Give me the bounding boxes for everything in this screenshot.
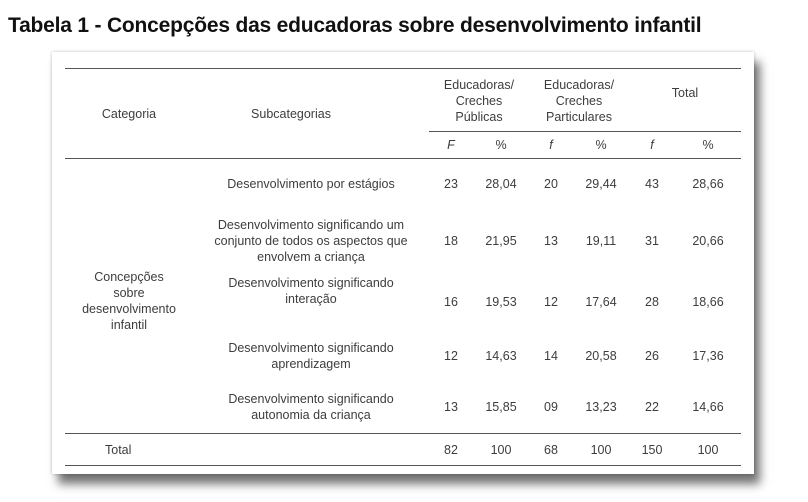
value-cell: 12 — [444, 349, 458, 363]
subcategory-line: Desenvolvimento significando um — [217, 218, 405, 232]
category-line: desenvolvimento — [82, 302, 176, 316]
value-cell: 22 — [629, 381, 675, 434]
total-value-cell: 150 — [629, 434, 675, 466]
subheader-percent: % — [675, 132, 741, 159]
value-cell: 20 — [544, 177, 558, 191]
value-cell: 12 — [544, 295, 558, 309]
value-cell: 19,53 — [485, 295, 517, 309]
table-container — [65, 68, 741, 466]
value-cell: 09 — [529, 381, 573, 434]
value-cell: 13 — [544, 234, 558, 248]
table-row — [65, 159, 741, 210]
subcategory-cell — [193, 273, 429, 331]
subcategory-line: conjunto de todos os aspectos que — [214, 234, 408, 248]
value-cell: 17,36 — [692, 349, 724, 363]
header-category: Categoria — [65, 69, 193, 159]
subheader-percent: % — [573, 132, 629, 159]
value-cell: 13 — [429, 381, 473, 434]
value-cell: 15,85 — [473, 381, 529, 434]
value-cell: 43 — [645, 177, 659, 191]
total-value-cell: 100 — [573, 434, 629, 466]
page-title: Tabela 1 - Concepções das educadoras sobre desenvolvimento infantil — [8, 14, 702, 37]
value-cell: 14 — [544, 349, 558, 363]
subheader-percent: % — [473, 132, 529, 159]
header-group-public-line: Públicas — [455, 110, 503, 124]
total-row — [65, 434, 741, 466]
value-cell: 20,66 — [692, 234, 724, 248]
value-cell: 14,66 — [675, 381, 741, 434]
subcategory-cell — [193, 209, 429, 273]
header-group-public-line: Creches — [455, 94, 503, 108]
header-subcategory: Subcategorias — [193, 69, 429, 159]
header-group-private — [529, 69, 629, 132]
value-cell: 29,44 — [585, 177, 617, 191]
value-cell: 21,95 — [485, 234, 517, 248]
total-empty-cell — [193, 434, 429, 466]
value-cell: 13,23 — [573, 381, 629, 434]
value-cell: 20,58 — [585, 349, 617, 363]
category-line: sobre — [113, 286, 145, 300]
value-cell: 19,11 — [585, 234, 617, 248]
subcategory-line: aprendizagem — [271, 357, 351, 371]
header-group-private-line: Educadoras/ — [543, 78, 615, 92]
value-cell: 28 — [645, 295, 659, 309]
value-cell: 28,04 — [485, 177, 517, 191]
value-cell: 26 — [645, 349, 659, 363]
value-cell: 28,66 — [692, 177, 724, 191]
value-cell: 23 — [444, 177, 458, 191]
header-group-total — [629, 69, 741, 132]
subcategory-line: envolvem a criança — [257, 250, 365, 264]
value-cell: 16 — [444, 295, 458, 309]
subcategory-line: Desenvolvimento significando — [228, 341, 394, 355]
category-line: Concepções — [94, 270, 164, 284]
header-group-private-line: Particulares — [546, 110, 612, 124]
header-group-public — [429, 69, 529, 132]
subcategory-line: Desenvolvimento significando — [228, 276, 394, 290]
subcategory-line: autonomia da criança — [251, 408, 371, 422]
subcategory-cell — [193, 159, 429, 210]
total-label: Total — [65, 434, 193, 466]
value-cell: 18,66 — [692, 295, 724, 309]
header-group-total-label: Total — [671, 86, 699, 100]
value-cell: 14,63 — [485, 349, 517, 363]
total-value-cell: 100 — [675, 434, 741, 466]
table-card — [52, 52, 754, 474]
subcategory-line: Desenvolvimento significando — [228, 392, 394, 406]
value-cell: 17,64 — [585, 295, 617, 309]
subheader-f: f — [529, 132, 573, 159]
subcategory-cell — [193, 381, 429, 434]
value-cell: 18 — [444, 234, 458, 248]
category-line: infantil — [110, 318, 148, 332]
subcategory-line: Desenvolvimento por estágios — [227, 177, 395, 191]
subheader-f: f — [629, 132, 675, 159]
value-cell: 31 — [645, 234, 659, 248]
subheader-f: F — [429, 132, 473, 159]
total-value-cell: 68 — [529, 434, 573, 466]
header-row — [65, 69, 741, 132]
category-cell — [65, 159, 193, 434]
header-group-public-line: Educadoras/ — [443, 78, 515, 92]
subcategory-cell — [193, 331, 429, 381]
total-value-cell: 100 — [473, 434, 529, 466]
header-group-private-line: Creches — [555, 94, 603, 108]
subcategory-line: interação — [285, 292, 337, 306]
data-table — [65, 68, 741, 466]
total-value-cell: 82 — [429, 434, 473, 466]
